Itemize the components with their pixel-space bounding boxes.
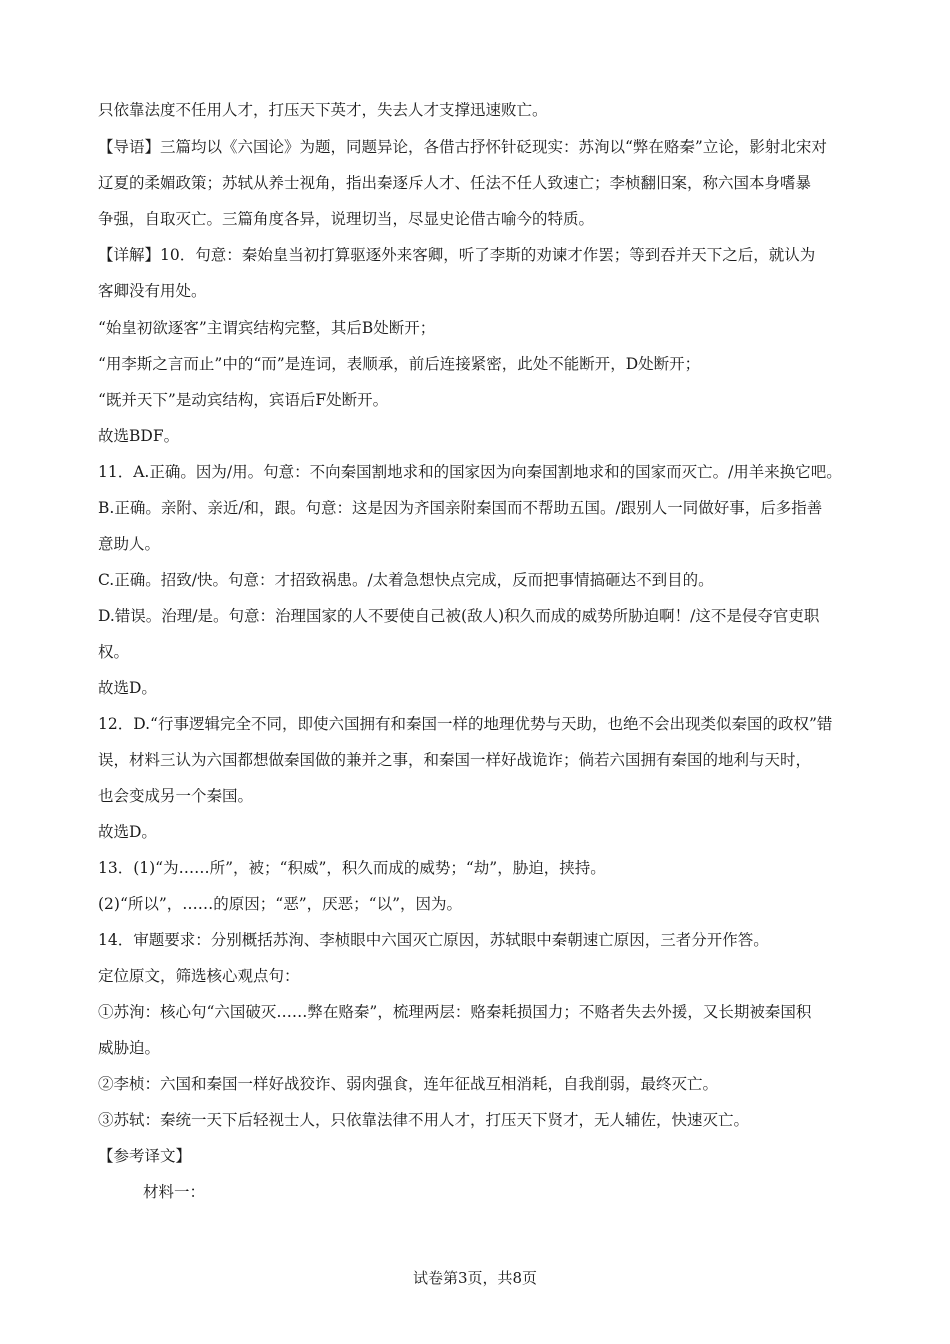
- text-line: 【详解】10．句意：秦始皇当初打算驱逐外来客卿，听了李斯的劝谏才作罢；等到吞并天下之后，就认为: [98, 246, 816, 264]
- text-line: 故选D。: [98, 823, 157, 841]
- text-line: 14．审题要求：分别概括苏洵、李桢眼中六国灭亡原因，苏轼眼中秦朝速亡原因，三者分开作答。: [98, 931, 769, 949]
- text-line: B.正确。亲附、亲近/和，跟。句意：这是因为齐国亲附秦国而不帮助五国。/跟别人一同做好事，后多指善: [98, 499, 823, 517]
- text-line: 材料一：: [143, 1183, 206, 1201]
- text-line: 辽夏的柔媚政策；苏轼从养士视角，指出秦逐斥人才、任法不任人致速亡；李桢翻旧案，称六国本身嗜暴: [98, 174, 812, 192]
- text-line: 12．D.“行事逻辑完全不同，即使六国拥有和秦国一样的地理优势与天助，也绝不会出现类似秦国的政权”错: [98, 715, 833, 733]
- text-line: 【导语】三篇均以《六国论》为题，同题异论，各借古抒怀针砭现实：苏洵以“弊在赂秦”立论，影射北宋对: [98, 138, 827, 156]
- text-line: 也会变成另一个秦国。: [98, 787, 254, 805]
- text-line: 故选BDF。: [98, 427, 180, 445]
- text-line: 只依靠法度不任用人才，打压天下英才，失去人才支撑迅速败亡。: [98, 101, 548, 119]
- text-line: “既并天下”是动宾结构，宾语后F处断开。: [98, 391, 389, 409]
- section-heading: 【参考译文】: [98, 1147, 192, 1165]
- text-line: ②李桢：六国和秦国一样好战狡诈、弱肉强食，连年征战互相消耗，自我削弱，最终灭亡。: [98, 1075, 719, 1093]
- text-line: “用李斯之言而止”中的“而”是连词，表顺承，前后连接紧密，此处不能断开，D处断开；: [98, 355, 701, 373]
- text-line: 故选D。: [98, 679, 157, 697]
- page-footer: 试卷第3页，共8页: [412, 1269, 538, 1287]
- text-line: 权。: [98, 643, 130, 661]
- text-line: D.错误。治理/是。句意：治理国家的人不要使自己被(敌人)积久而成的威势所胁迫啊！/这不是侵夺官吏职: [98, 607, 820, 625]
- text-line: 争强，自取灭亡。三篇角度各异，说理切当，尽显史论借古喻今的特质。: [98, 210, 595, 228]
- text-line: “始皇初欲逐客”主谓宾结构完整，其后B处断开；: [98, 319, 436, 337]
- text-line: C.正确。招致/快。句意：才招致祸患。/太着急想快点完成，反而把事情搞砸达不到目的。: [98, 571, 714, 589]
- text-line: (2)“所以”，……的原因；“恶”，厌恶；“以”，因为。: [98, 895, 463, 913]
- text-line: ①苏洵：核心句“六国破灭……弊在赂秦”，梳理两层：赂秦耗损国力；不赂者失去外援，又长期被秦国积: [98, 1003, 812, 1021]
- text-line: 定位原文，筛选核心观点句：: [98, 967, 300, 985]
- text-line: 客卿没有用处。: [98, 282, 207, 300]
- text-line: 误，材料三认为六国都想做秦国做的兼并之事，和秦国一样好战诡诈；倘若六国拥有秦国的地利与天时，: [98, 751, 812, 769]
- text-line: 11．A.正确。因为/用。句意：不向秦国割地求和的国家因为向秦国割地求和的国家而灭亡。/用羊来换它吧。: [98, 463, 842, 481]
- text-line: 13．(1)“为……所”，被；“积威”，积久而成的威势；“劫”，胁迫，挟持。: [98, 859, 606, 877]
- text-line: 意助人。: [98, 535, 161, 553]
- text-line: 威胁迫。: [98, 1039, 161, 1057]
- text-line: ③苏轼：秦统一天下后轻视士人，只依靠法律不用人才，打压天下贤才，无人辅佐，快速灭亡。: [98, 1111, 750, 1129]
